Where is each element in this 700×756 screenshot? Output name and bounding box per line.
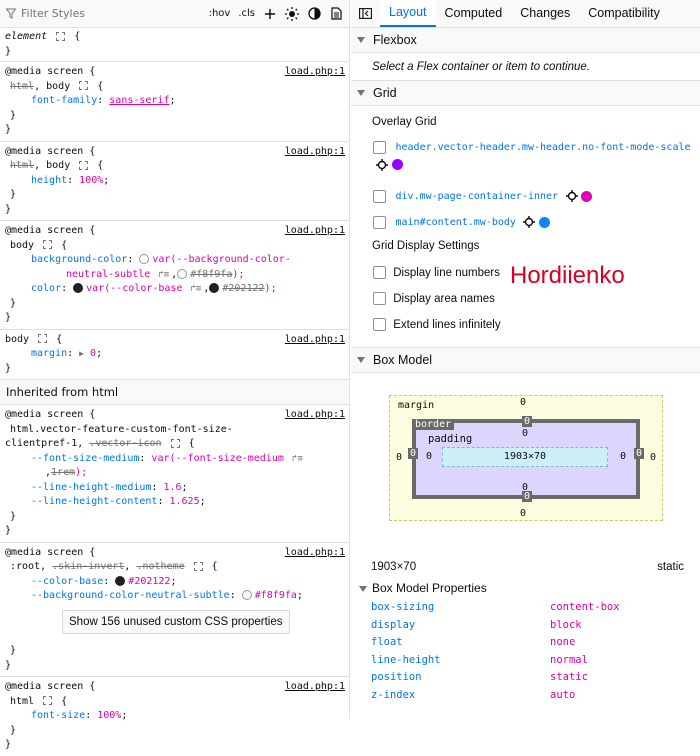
property-value[interactable]: normal bbox=[550, 653, 588, 666]
toggle-sidebar-button[interactable] bbox=[351, 0, 380, 27]
selector-unmatched: .notheme bbox=[136, 561, 185, 572]
source-link[interactable]: load.php:1 bbox=[284, 333, 345, 345]
cls-toggle-button[interactable]: .cls bbox=[238, 8, 255, 19]
grid-highlight-icon[interactable] bbox=[43, 696, 52, 705]
element-classes: .mw-page-container-inner bbox=[413, 191, 559, 202]
rule-html-body-height: load.php:1 @media screen { html, body { height: 100%; } } bbox=[0, 142, 349, 222]
padding-bottom-value[interactable]: 0 bbox=[522, 482, 529, 493]
color-swatch[interactable] bbox=[209, 283, 219, 293]
element-size: 1903×70 bbox=[371, 561, 417, 573]
grid-highlight-icon[interactable] bbox=[56, 32, 65, 41]
property-name[interactable]: color bbox=[31, 283, 62, 294]
property-value[interactable]: sans-serif bbox=[109, 95, 170, 106]
padding-top-value[interactable]: 0 bbox=[522, 428, 529, 439]
media-query: @media screen { bbox=[5, 145, 96, 157]
rule-html-body-font: load.php:1 @media screen { html, body { font-family: sans-serif; } } bbox=[0, 62, 349, 142]
setting-display-area-names[interactable] bbox=[373, 292, 495, 305]
padding-left-value[interactable]: 0 bbox=[426, 451, 433, 462]
grid-highlight-icon[interactable] bbox=[79, 161, 88, 170]
property-name[interactable]: background-color bbox=[31, 254, 128, 265]
collapse-triangle-icon bbox=[357, 357, 365, 363]
source-link[interactable]: load.php:1 bbox=[284, 546, 345, 558]
property-row bbox=[371, 652, 700, 670]
selector: , body bbox=[34, 80, 71, 92]
property-value[interactable]: none bbox=[550, 636, 576, 649]
jump-to-definition-icon[interactable]: ↱≡ bbox=[190, 284, 202, 294]
margin-label: margin bbox=[398, 400, 435, 411]
element-tag: header bbox=[395, 142, 432, 153]
border-label: border bbox=[412, 419, 454, 430]
grid-item-header bbox=[373, 140, 696, 171]
brace: } bbox=[5, 45, 12, 57]
box-model-margin bbox=[389, 395, 663, 521]
color-swatch[interactable] bbox=[177, 269, 187, 279]
fallback-value: #f8f9fa bbox=[190, 268, 233, 280]
setting-display-line-numbers[interactable] bbox=[373, 266, 500, 279]
color-swatch[interactable] bbox=[242, 590, 252, 600]
rules-toolbar bbox=[0, 0, 349, 28]
rule-root: load.php:1 @media screen { :root, .skin-invert, .notheme { --color-base: #202122; --background-color-neutral-subtle: #f8f9fa; Show 156 unused custom CSS properties } } bbox=[0, 543, 349, 678]
watermark-text: Hordiienko bbox=[510, 262, 625, 289]
section-title: Flexbox bbox=[373, 33, 417, 47]
property-name: float bbox=[371, 636, 403, 649]
setting-label: Extend lines infinitely bbox=[393, 318, 501, 331]
source-link[interactable]: load.php:1 bbox=[284, 225, 345, 236]
property-name[interactable]: height bbox=[31, 174, 68, 186]
selector: :root bbox=[10, 561, 41, 572]
filter-placeholder: Filter Styles bbox=[21, 7, 86, 20]
collapse-triangle-icon bbox=[359, 586, 367, 592]
rule-html-vector-feature: load.php:1 @media screen { html.vector-feature-custom-font-size- clientpref-1, .vector-icon { --font-size-medium: var(--font-size-medium ↱≡ ,1rem); --line-height-medium: 1.6; --line-height-content: 1.625; } } bbox=[0, 405, 349, 543]
property-value[interactable]: neutral-subtle bbox=[66, 268, 151, 280]
tab-changes[interactable]: Changes bbox=[520, 6, 571, 20]
property-name: display bbox=[371, 618, 416, 631]
property-name: z-index bbox=[371, 688, 416, 701]
grid-highlight-icon[interactable] bbox=[194, 562, 203, 571]
light-theme-button[interactable] bbox=[285, 5, 299, 23]
property-value[interactable]: 100% bbox=[79, 174, 104, 186]
element-selector: element bbox=[5, 31, 48, 42]
setting-checkbox[interactable] bbox=[373, 318, 386, 331]
property-value[interactable]: 1.6 bbox=[163, 481, 182, 493]
property-row bbox=[371, 687, 700, 705]
expand-triangle-icon[interactable]: ▶ bbox=[79, 349, 84, 358]
fallback-value: 1rem bbox=[51, 467, 76, 478]
source-link[interactable]: load.php:1 bbox=[284, 145, 345, 157]
property-value[interactable]: var(--color-base bbox=[86, 283, 183, 294]
section-title: Box Model bbox=[373, 353, 433, 367]
property-value[interactable]: var(--background-color- bbox=[152, 254, 291, 265]
grid-highlight-icon[interactable] bbox=[79, 81, 88, 90]
document-icon bbox=[331, 7, 342, 20]
margin-top-value[interactable]: 0 bbox=[520, 397, 527, 408]
rule-element bbox=[0, 28, 349, 62]
property-name[interactable]: --line-height-medium bbox=[31, 481, 152, 493]
plus-icon bbox=[264, 8, 276, 20]
color-swatch[interactable] bbox=[115, 576, 125, 586]
rules-panel bbox=[0, 0, 350, 750]
jump-to-definition-icon[interactable]: ↱≡ bbox=[158, 269, 170, 280]
collapse-triangle-icon bbox=[357, 90, 365, 96]
setting-checkbox[interactable] bbox=[373, 292, 386, 305]
property-name[interactable]: margin bbox=[31, 348, 68, 359]
color-swatch[interactable] bbox=[139, 254, 149, 264]
tab-layout[interactable]: Layout bbox=[380, 0, 436, 27]
property-row bbox=[371, 634, 700, 652]
show-unused-properties-button[interactable]: Show 156 unused custom CSS properties bbox=[62, 610, 290, 635]
inherited-header: Inherited from html bbox=[0, 380, 349, 405]
grid-settings-icon[interactable] bbox=[566, 190, 578, 202]
property-value[interactable]: #f8f9fa bbox=[254, 590, 297, 601]
property-name[interactable]: font-size bbox=[31, 710, 86, 721]
grid-item-page-container bbox=[373, 189, 592, 203]
grid-overlay-checkbox[interactable] bbox=[373, 141, 386, 154]
property-value[interactable]: #202122 bbox=[128, 575, 171, 587]
grid-item-main bbox=[373, 215, 550, 229]
flexbox-message: Select a Flex container or item to continue. bbox=[351, 53, 700, 81]
selector-unmatched: html bbox=[10, 160, 35, 171]
grid-section bbox=[351, 106, 700, 348]
selector: body bbox=[10, 239, 35, 251]
grid-overlay-checkbox[interactable] bbox=[373, 190, 386, 203]
box-model-section-header[interactable] bbox=[351, 348, 700, 373]
box-model-properties-list bbox=[351, 595, 700, 705]
selector-unmatched: .vector-icon bbox=[89, 438, 162, 449]
grid-highlight-icon[interactable] bbox=[43, 240, 52, 249]
property-name[interactable]: font-family bbox=[31, 95, 98, 106]
media-query: @media screen { bbox=[5, 66, 96, 77]
property-value[interactable]: static bbox=[550, 671, 588, 684]
box-model-border bbox=[410, 416, 642, 502]
setting-checkbox[interactable] bbox=[373, 266, 386, 279]
property-name[interactable]: --color-base bbox=[31, 575, 104, 587]
punctuation: ); bbox=[75, 467, 88, 478]
setting-label: Display line numbers bbox=[393, 266, 500, 279]
property-value[interactable]: 0 bbox=[90, 348, 97, 359]
fallback-value: #202122 bbox=[222, 283, 265, 294]
border-left-value[interactable]: 0 bbox=[410, 448, 417, 459]
sun-icon bbox=[285, 7, 299, 21]
border-top-value[interactable]: 0 bbox=[524, 416, 531, 427]
selector: body bbox=[5, 333, 30, 345]
property-value[interactable]: 1.625 bbox=[169, 496, 200, 507]
property-value[interactable]: content-box bbox=[550, 601, 620, 613]
rule-body-margin: load.php:1 body { margin: ▶ 0; } bbox=[0, 330, 349, 381]
property-row bbox=[371, 599, 700, 617]
box-model-section bbox=[351, 373, 700, 595]
grid-color-swatch[interactable] bbox=[392, 159, 403, 170]
setting-label: Display area names bbox=[393, 292, 495, 305]
setting-extend-lines[interactable] bbox=[373, 318, 501, 331]
layout-panel bbox=[351, 0, 700, 719]
selector: , body bbox=[34, 160, 71, 171]
sidebar-tabs bbox=[351, 0, 700, 28]
property-name[interactable]: --line-height-content bbox=[31, 496, 158, 507]
margin-left-value[interactable]: 0 bbox=[396, 452, 403, 463]
grid-highlight-icon[interactable] bbox=[171, 439, 180, 448]
selector: html bbox=[10, 695, 35, 707]
punctuation: ); bbox=[264, 283, 277, 294]
padding-label: padding bbox=[428, 433, 473, 445]
margin-bottom-value[interactable]: 0 bbox=[520, 508, 527, 519]
grid-highlight-icon[interactable] bbox=[38, 334, 47, 343]
media-query: @media screen { bbox=[5, 546, 96, 558]
punctuation: ); bbox=[232, 268, 245, 280]
grid-section-header[interactable] bbox=[351, 81, 700, 106]
grid-display-settings-title: Grid Display Settings bbox=[372, 240, 480, 252]
box-model-content[interactable]: 1903×70 bbox=[442, 447, 608, 467]
element-tag: main bbox=[395, 217, 420, 228]
brace: { bbox=[74, 31, 81, 42]
element-tag: div bbox=[395, 191, 414, 202]
rule-html-font-size: load.php:1 @media screen { html { font-size: 100%; } } bbox=[5, 681, 345, 750]
property-name: box-sizing bbox=[371, 601, 435, 613]
source-link[interactable]: load.php:1 bbox=[284, 66, 345, 77]
collapse-triangle-icon bbox=[357, 37, 365, 43]
overlay-grid-title: Overlay Grid bbox=[372, 116, 437, 128]
add-rule-button[interactable] bbox=[263, 5, 277, 23]
grid-color-swatch[interactable] bbox=[581, 191, 592, 202]
property-name: line-height bbox=[371, 653, 441, 666]
property-value[interactable]: auto bbox=[550, 688, 576, 701]
section-title: Grid bbox=[373, 86, 397, 100]
hov-toggle-button[interactable]: :hov bbox=[208, 8, 231, 19]
jump-to-definition-icon[interactable]: ↱≡ bbox=[291, 453, 303, 464]
source-link[interactable]: load.php:1 bbox=[284, 409, 345, 420]
selector: clientpref-1 bbox=[5, 438, 78, 449]
print-media-button[interactable] bbox=[329, 5, 343, 23]
element-position: static bbox=[657, 561, 684, 573]
selector: html.vector-feature-custom-font-size- bbox=[10, 423, 233, 435]
element-classes: .vector-header.mw-header.no-font-mode-scale bbox=[431, 142, 691, 153]
filter-icon bbox=[6, 8, 16, 19]
property-row bbox=[371, 617, 700, 635]
selector-unmatched: html bbox=[10, 80, 35, 92]
property-value[interactable]: var(--font-size-medium bbox=[151, 452, 284, 464]
grid-overlay-checkbox[interactable] bbox=[373, 216, 386, 229]
source-link[interactable]: load.php:1 bbox=[284, 681, 345, 692]
media-query: @media screen { bbox=[5, 409, 96, 420]
element-classes: #content.mw-body bbox=[419, 217, 516, 228]
property-value[interactable]: 100% bbox=[97, 710, 122, 721]
filter-styles-input[interactable] bbox=[6, 7, 201, 20]
color-swatch[interactable] bbox=[73, 283, 83, 293]
grid-settings-icon[interactable] bbox=[376, 159, 388, 171]
grid-settings-icon[interactable] bbox=[523, 216, 535, 228]
box-model-properties-header[interactable] bbox=[359, 581, 487, 595]
property-name[interactable]: --font-size-medium bbox=[31, 452, 140, 464]
media-query: @media screen { bbox=[5, 225, 96, 236]
property-name: position bbox=[371, 671, 422, 684]
section-title: Box Model Properties bbox=[372, 581, 487, 595]
sidebar-toggle-icon bbox=[359, 8, 372, 19]
tab-computed[interactable]: Computed bbox=[444, 6, 503, 20]
property-name[interactable]: --background-color-neutral-subtle bbox=[31, 590, 230, 601]
selector-unmatched: .skin-invert bbox=[52, 561, 125, 572]
contrast-icon bbox=[308, 7, 321, 20]
property-row bbox=[371, 669, 700, 687]
grid-color-swatch[interactable] bbox=[539, 217, 550, 228]
media-query: @media screen { bbox=[5, 681, 96, 692]
margin-right-value[interactable]: 0 bbox=[649, 452, 656, 463]
rule-body-colors: load.php:1 @media screen { body { background-color: var(--background-color- neutral-subtle ↱≡ , #f8f9fa); color: var(--color-base ↱≡ , #202122); } } bbox=[0, 221, 349, 330]
flexbox-section-header[interactable] bbox=[351, 28, 700, 53]
border-bottom-value[interactable]: 0 bbox=[524, 491, 531, 502]
property-value[interactable]: block bbox=[550, 618, 582, 631]
dark-theme-button[interactable] bbox=[307, 5, 321, 23]
padding-right-value[interactable]: 0 bbox=[619, 451, 626, 462]
tab-compatibility[interactable]: Compatibility bbox=[588, 6, 660, 20]
border-right-value[interactable]: 0 bbox=[635, 448, 642, 459]
